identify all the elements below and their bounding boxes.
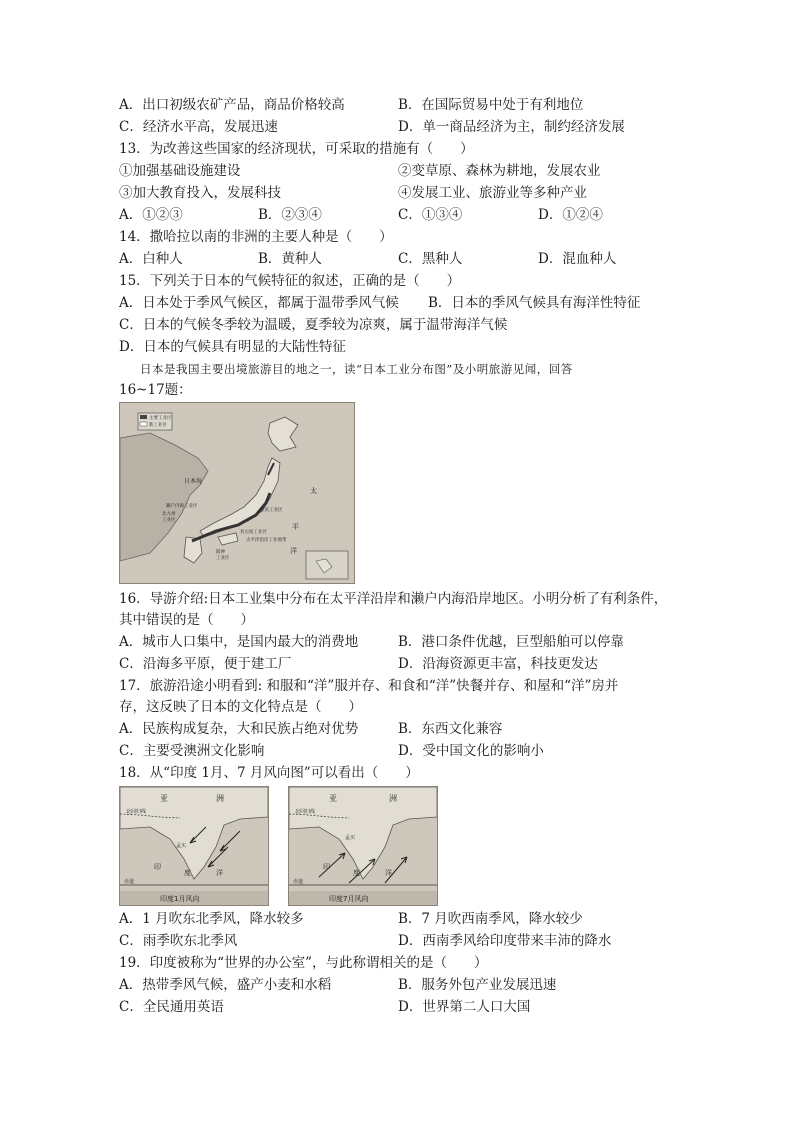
q12-option-c: C．经济水平高，发展迅速 [119,119,278,135]
q17-option-c: C．主要受澳洲文化影响 [119,743,265,759]
q13-option-b: B．②③④ [258,207,322,223]
continent-label-1: 亚 [329,794,337,803]
q13-statement-3: ③加大教育投入，发展科技 [119,185,281,201]
q15-option-b: B．日本的季风气候具有海洋性特征 [428,295,641,311]
q13-option-d: D．①②④ [538,207,603,223]
map-label-hanshin-2: 工业区 [216,556,230,561]
q18-option-b: B．7 月吹西南季风，降水较少 [398,911,583,927]
q16-stem-2: 其中错误的是（ ） [119,612,254,628]
q14-stem: 14．撒哈拉以南的非洲的主要人种是（ ） [119,229,393,245]
city-label: 孟买 [176,843,187,849]
q15-option-a: A．日本处于季风气候区，都属于温带季风气候 [119,295,399,311]
japan-industry-map [119,402,355,584]
q13-option-a: A．①②③ [119,207,183,223]
q13-option-c: C．①③④ [398,207,463,223]
city-label: 孟买 [345,835,356,841]
map-label-pacific-belt: 太平洋沿岸工业地带 [246,538,287,543]
q18-stem: 18．从“印度 1月、7 月风向图”可以看出（ ） [119,765,419,781]
q14-option-d: D．混血种人 [538,251,617,267]
q19-option-b: B．服务外包产业发展迅速 [398,977,557,993]
q15-option-c: C．日本的气候冬季较为温暖，夏季较为凉爽，属于温带海洋气候 [119,317,508,333]
q17-stem-1: 17．旅游沿途小明看到: 和服和“洋”服并存、和食和“洋”快餐并存、和屋和“洋”房并 [119,678,619,694]
legend-new-swatch [140,422,147,426]
ocean-label-3: 洋 [290,547,297,555]
equator-label: 赤道 [124,879,135,885]
q13-statement-2: ②变草原、森林为耕地，发展农业 [398,163,601,179]
q15-option-d: D．日本的气候具有明显的大陆性特征 [119,339,346,355]
q13-stem: 13．为改善这些国家的经济现状，可采取的措施有（ ） [119,141,474,157]
q19-option-c: C．全民通用英语 [119,999,224,1015]
ocean-label-1: 印 [154,863,161,871]
q14-option-a: A．白种人 [119,251,183,267]
india-wind-map-january [119,786,269,906]
continent-label-1: 亚 [160,794,168,803]
continent-label-2: 洲 [389,794,397,803]
q16-option-b: B．港口条件优越，巨型船舶可以停靠 [398,634,624,650]
ocean-label-3: 洋 [216,869,223,877]
q16-option-c: C．沿海多平原，便于建工厂 [119,656,292,672]
q18-option-c: C．雨季吹东北季风 [119,933,238,949]
q17-option-a: A．民族构成复杂，大和民族占绝对优势 [119,721,359,737]
map-label-keihin: 京滨工业区 [260,508,283,513]
india-wind-map-july [288,786,438,906]
q18-option-d: D．西南季风给印度带来丰沛的降水 [398,933,612,949]
continent-label-2: 洲 [216,794,224,803]
q13-statement-4: ④发展工业、旅游业等多种产业 [398,185,587,201]
q14-option-b: B．黄种人 [258,251,322,267]
intro-line-2: 16~17题： [119,382,192,398]
q14-option-c: C．黑种人 [398,251,463,267]
tropic-label: 北回归线 [126,809,147,815]
legend-main-swatch [140,415,147,419]
intro-line-1: 日本是我国主要出境旅游目的地之一，读“日本工业分布图”及小明旅游见闻，回答 [140,362,573,376]
equator-label: 赤道 [293,879,304,885]
q17-option-b: B．东西文化兼容 [398,721,503,737]
map-label-kitakyushu-2: 工业区 [162,518,176,523]
q18-option-a: A．1 月吹东北季风，降水较多 [119,911,304,927]
ocean-label-2: 平 [292,523,299,531]
tropic-label: 北回归线 [295,809,316,815]
ocean-label-1: 太 [310,487,317,495]
ocean-label-2: 度 [184,869,191,877]
q17-option-d: D．受中国文化的影响小 [398,743,544,759]
map-caption: 印度1月风向 [160,895,200,903]
q12-option-a: A．出口初级农矿产品，商品价格较高 [119,97,345,113]
ocean-label-2: 度 [353,869,360,877]
q16-stem-1: 16．导游介绍:日本工业集中分布在太平洋沿岸和濑户内海沿岸地区。小明分析了有利条件， [119,591,668,607]
q16-option-d: D．沿海资源更丰富，科技更发达 [398,656,598,672]
map-label-kitakyushu: 北九州 [162,512,176,517]
map-caption: 印度7月风向 [329,895,369,903]
q19-option-a: A．热带季风气候，盛产小麦和水稻 [119,977,332,993]
map-label-setouchi: 濑户内海工业区 [166,504,198,509]
q13-statement-1: ①加强基础设施建设 [119,163,241,179]
q15-stem: 15．下列关于日本的气候特征的叙述，正确的是（ ） [119,273,461,289]
legend-main-label: 主要工业区 [149,416,172,421]
q12-option-b: B．在国际贸易中处于有利地位 [398,97,584,113]
q12-option-d: D．单一商品经济为主，制约经济发展 [398,119,625,135]
legend-new-label: 新工业区 [149,423,167,428]
q17-stem-2: 存，这反映了日本的文化特点是（ ） [119,699,362,715]
q19-stem: 19．印度被称为“世界的办公室”，与此称谓相关的是（ ） [119,955,488,971]
ocean-label-1: 印 [323,863,330,871]
q19-option-d: D．世界第二人口大国 [398,999,531,1015]
map-label-nagoya: 名古屋工业区 [240,530,267,535]
map-label-hanshin: 阪神 [216,550,225,555]
sea-label: 日本海 [184,478,203,485]
ocean-label-3: 洋 [385,869,392,877]
q16-option-a: A．城市人口集中，是国内最大的消费地 [119,634,359,650]
